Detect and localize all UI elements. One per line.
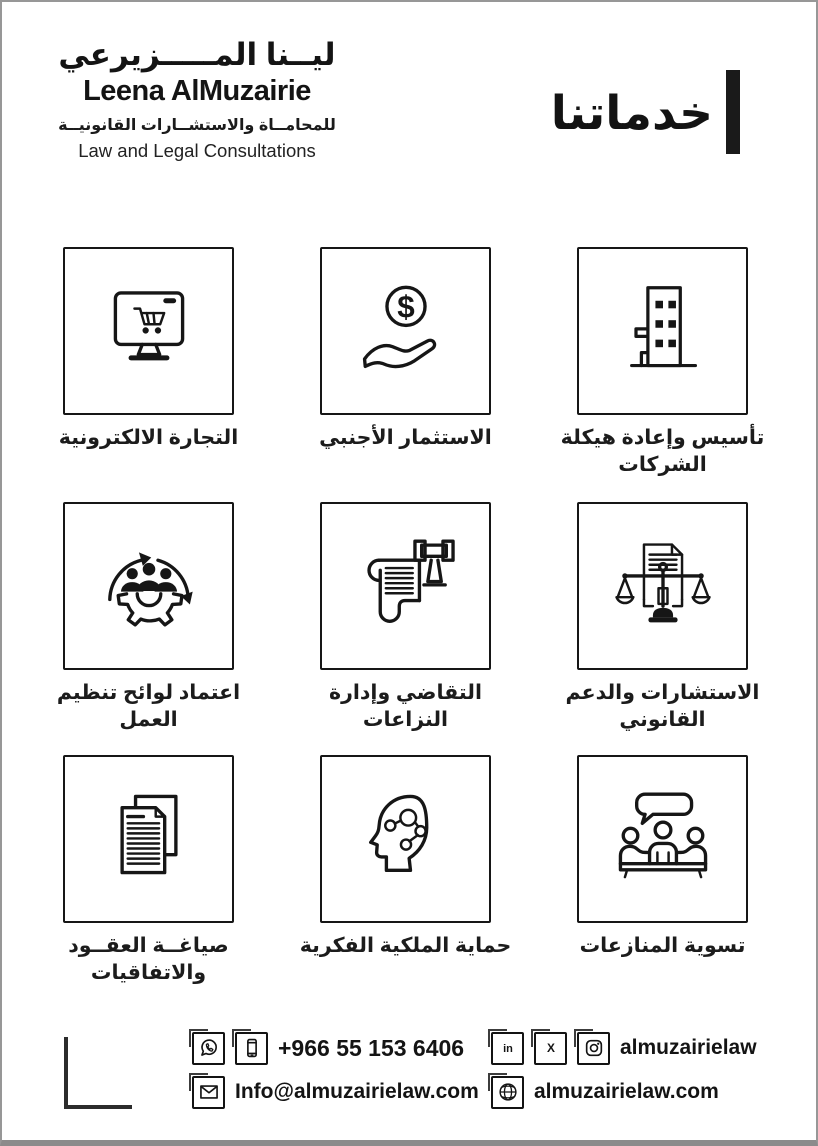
mobile-phone-icon <box>235 1032 268 1065</box>
service-label: تسوية المنازعات <box>579 934 746 957</box>
x-icon <box>534 1032 567 1065</box>
service-label: صياغــة العقــود والاتفاقيات <box>68 934 229 984</box>
service-card-contracts-drafting <box>63 755 234 995</box>
scale-document-icon <box>577 502 748 670</box>
website-row <box>491 1074 757 1110</box>
service-label: التجارة الالكترونية <box>58 426 239 449</box>
phone-row <box>192 1030 479 1066</box>
email-address: Info@almuzairielaw.com <box>235 1080 479 1103</box>
service-label: تأسيس وإعادة هيكلة الشركات <box>560 426 765 476</box>
corner-bracket <box>64 1037 132 1109</box>
globe-icon <box>491 1076 524 1109</box>
meeting-icon <box>577 755 748 923</box>
documents-icon <box>63 755 234 923</box>
website-url: almuzairielaw.com <box>534 1080 719 1103</box>
brand-logo <box>58 36 336 162</box>
service-card-work-regulations <box>56 502 241 755</box>
building-icon <box>577 247 748 415</box>
service-card-ecommerce <box>58 247 239 502</box>
services-grid <box>56 247 765 995</box>
linkedin-icon <box>491 1032 524 1065</box>
service-label: اعتماد لوائح تنظيم العمل <box>56 681 241 731</box>
brand-tagline-arabic: للمحامــاة والاستشــارات القانونيــة <box>58 117 336 135</box>
page-title <box>551 70 740 154</box>
whatsapp-icon <box>192 1032 225 1065</box>
svg-text:X: X <box>546 1041 555 1056</box>
service-label: حماية الملكية الفكرية <box>299 934 512 957</box>
email-icon <box>192 1076 225 1109</box>
brand-name-english: Leena AlMuzairie <box>83 74 311 107</box>
dollar-hand-icon <box>320 247 491 415</box>
phone-number: +966 55 153 6406 <box>278 1034 465 1061</box>
service-label: الاستشارات والدعم القانوني <box>565 681 760 731</box>
email-row <box>192 1074 479 1110</box>
brand-tagline-english: Law and Legal Consultations <box>78 140 316 162</box>
brand-name-arabic: ليــنا المـــــزيرعي <box>58 37 336 72</box>
service-card-dispute-settlement <box>577 755 748 995</box>
svg-text:$: $ <box>396 289 415 325</box>
service-card-legal-support <box>565 502 760 755</box>
service-card-litigation <box>320 502 491 755</box>
page-title-text: خدماتنا <box>550 85 713 139</box>
gavel-scroll-icon <box>320 502 491 670</box>
service-card-ip-protection <box>299 755 512 995</box>
footer-contact <box>192 1030 479 1118</box>
footer-online <box>491 1030 757 1118</box>
social-handle: almuzairielaw <box>620 1036 757 1059</box>
social-row <box>491 1030 757 1066</box>
svg-text:in: in <box>502 1042 513 1055</box>
title-accent-bar <box>726 70 740 154</box>
service-card-foreign-investment <box>320 247 491 502</box>
service-label: التقاضي وإدارة النزاعات <box>328 681 482 731</box>
instagram-icon <box>577 1032 610 1065</box>
people-gear-icon <box>63 502 234 670</box>
head-network-icon <box>320 755 491 923</box>
service-card-company-formation <box>560 247 765 502</box>
ecommerce-monitor-icon <box>63 247 234 415</box>
service-label: الاستثمار الأجنبي <box>319 426 492 449</box>
